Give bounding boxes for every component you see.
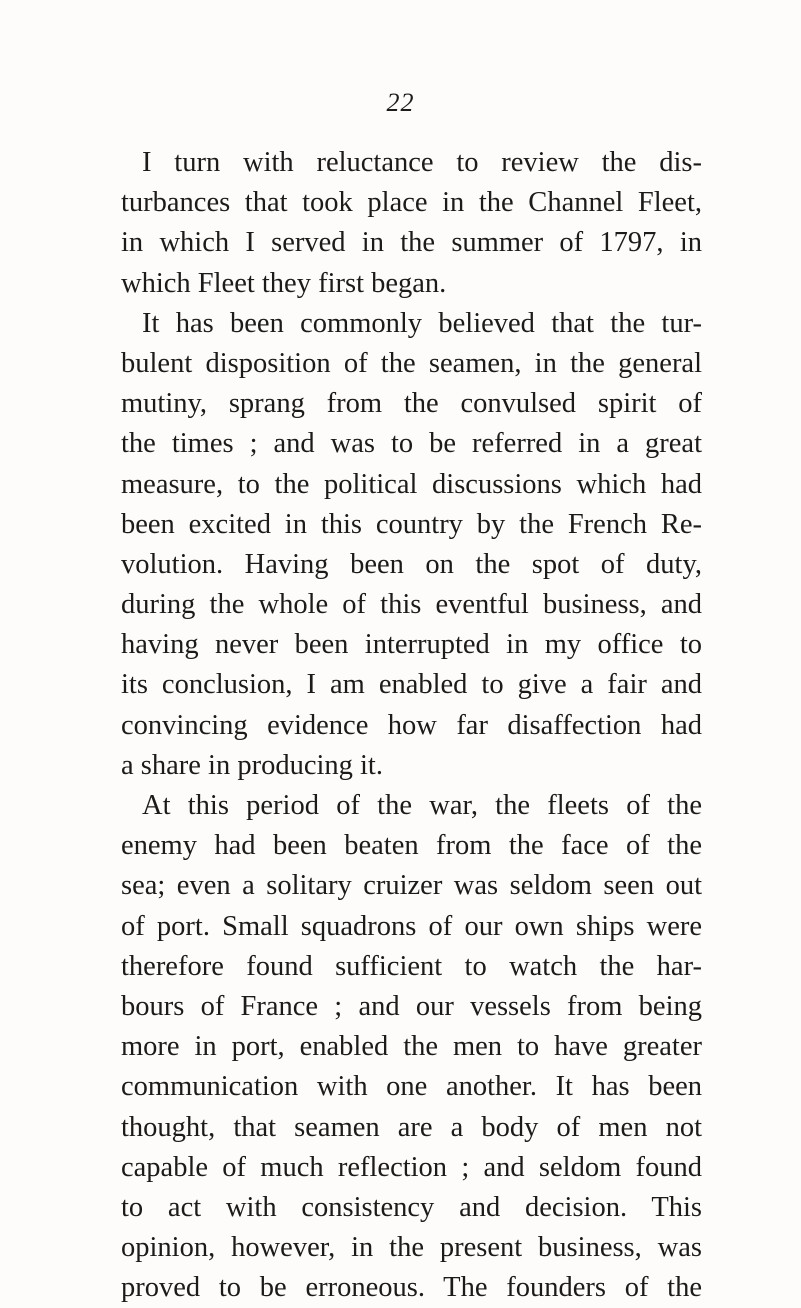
text-line: At this period of the war, the fleets of the <box>142 790 702 821</box>
text-line: in which I served in the summer of 1797, in <box>121 227 702 259</box>
text-line: I turn with reluctance to review the dis- <box>142 147 702 178</box>
page-number: 22 <box>386 88 415 117</box>
text-line: proved to be erroneous. The founders of the <box>121 1272 702 1304</box>
text-line: having never been interrupted in my office to <box>121 629 702 661</box>
text-line: the times ; and was to be referred in a great <box>121 428 702 460</box>
text-line: It has been commonly believed that the tur- <box>142 307 702 339</box>
text-line: bulent disposition of the seamen, in the general <box>121 347 702 379</box>
text-line: mutiny, sprang from the convulsed spirit of <box>121 388 702 420</box>
text-line: to act with consistency and decision. This <box>121 1191 702 1223</box>
text-line: thought, that seamen are a body of men not <box>121 1111 702 1143</box>
text-line: measure, to the political discussions which had <box>121 468 702 500</box>
text-line: which Fleet they first began. <box>121 267 447 299</box>
text-line: volution. Having been on the spot of duty, <box>121 548 702 580</box>
text-line: a share in producing it. <box>121 749 383 781</box>
text-line: bours of France ; and our vessels from being <box>121 990 702 1022</box>
text-line: more in port, enabled the men to have greater <box>121 1031 702 1063</box>
text-line: of port. Small squadrons of our own ships were <box>121 910 702 942</box>
text-line: its conclusion, I am enabled to give a fair and <box>121 669 702 701</box>
text-line: capable of much reflection ; and seldom found <box>121 1151 702 1183</box>
body-text <box>121 143 702 1308</box>
text-line: convincing evidence how far disaffection had <box>121 709 702 741</box>
text-line: enemy had been beaten from the face of the <box>121 830 702 862</box>
text-line: communication with one another. It has been <box>121 1071 702 1103</box>
text-line: therefore found sufficient to watch the har- <box>121 950 702 982</box>
text-line: sea; even a solitary cruizer was seldom seen out <box>121 870 702 902</box>
text-line: been excited in this country by the French Re- <box>121 508 702 540</box>
text-line: opinion, however, in the present business, was <box>121 1232 702 1264</box>
text-line: turbances that took place in the Channel Fleet, <box>121 187 702 219</box>
text-line: during the whole of this eventful business, and <box>121 589 702 621</box>
